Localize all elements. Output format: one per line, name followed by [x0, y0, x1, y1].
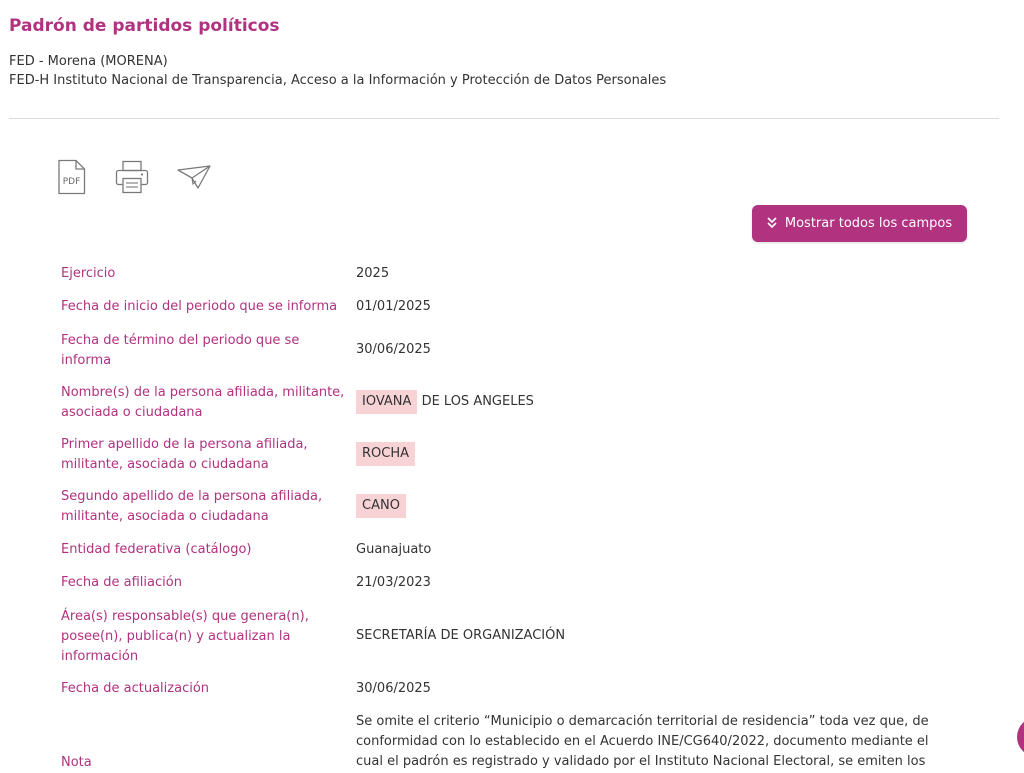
field-label-fecha-afiliacion: Fecha de afiliación [61, 575, 182, 590]
field-value-nombre [356, 390, 534, 414]
pdf-icon-text: PDF [62, 177, 81, 187]
pdf-download-button[interactable] [53, 158, 89, 196]
field-value-ejercicio: 2025 [356, 266, 390, 281]
field-value-nota: Se omite el criterio “Municipio o demarcación territorial de residencia” toda vez que, de conformidad con lo establecido en el Acuerdo INE/CG640/2022, documento mediante el cual el padrón es registrado y validado por el Instituto Nacional Electoral, se emiten los [356, 714, 929, 769]
field-label-entidad: Entidad federativa (catálogo) [61, 542, 252, 557]
field-label-area: Área(s) responsable(s) que genera(n), posee(n), publica(n) y actualizan la información [61, 609, 309, 664]
field-value-fecha-afiliacion: 21/03/2023 [356, 575, 431, 590]
field-value-fecha-actualizacion: 30/06/2025 [356, 681, 431, 696]
highlighted-name: IOVANA [356, 390, 417, 414]
field-label-fecha-termino: Fecha de término del periodo que se informa [61, 333, 300, 368]
field-label-fecha-actualizacion: Fecha de actualización [61, 681, 210, 696]
page-title: Padrón de partidos políticos [9, 16, 280, 36]
field-label-ejercicio: Ejercicio [61, 266, 116, 281]
show-all-fields-label: Mostrar todos los campos [784, 216, 953, 231]
field-value-area: SECRETARÍA DE ORGANIZACIÓN [356, 628, 566, 643]
field-label-nota: Nota [61, 755, 92, 770]
field-label-segundo-apellido: Segundo apellido de la persona afiliada, militante, asociada o ciudadana [61, 489, 323, 524]
field-value-segundo-apellido [356, 494, 406, 518]
printer-icon [114, 159, 150, 195]
paper-plane-icon [176, 162, 212, 192]
double-chevron-down-icon [767, 217, 777, 231]
field-label-fecha-inicio: Fecha de inicio del periodo que se informa [61, 299, 338, 314]
floating-action-button[interactable] [1017, 717, 1024, 757]
pdf-file-icon [56, 159, 86, 195]
field-label-nombre: Nombre(s) de la persona afiliada, militante, asociada o ciudadana [61, 385, 345, 420]
party-name: FED - Morena (MORENA) [9, 54, 168, 69]
name-rest: DE LOS ANGELES [421, 394, 534, 409]
header-divider [9, 118, 999, 119]
field-value-fecha-inicio: 01/01/2025 [356, 299, 431, 314]
highlighted-first-surname: ROCHA [356, 442, 415, 466]
field-value-entidad: Guanajuato [356, 542, 432, 557]
obligated-subject: FED-H Instituto Nacional de Transparencia, Acceso a la Información y Protección de Datos Personales [9, 73, 667, 88]
field-value-fecha-termino: 30/06/2025 [356, 342, 431, 357]
highlighted-second-surname: CANO [356, 494, 406, 518]
field-label-primer-apellido: Primer apellido de la persona afiliada, militante, asociada o ciudadana [61, 437, 308, 472]
show-all-fields-button[interactable] [752, 205, 967, 242]
send-button[interactable] [176, 158, 212, 196]
field-value-primer-apellido [356, 442, 415, 466]
print-button[interactable] [114, 158, 150, 196]
